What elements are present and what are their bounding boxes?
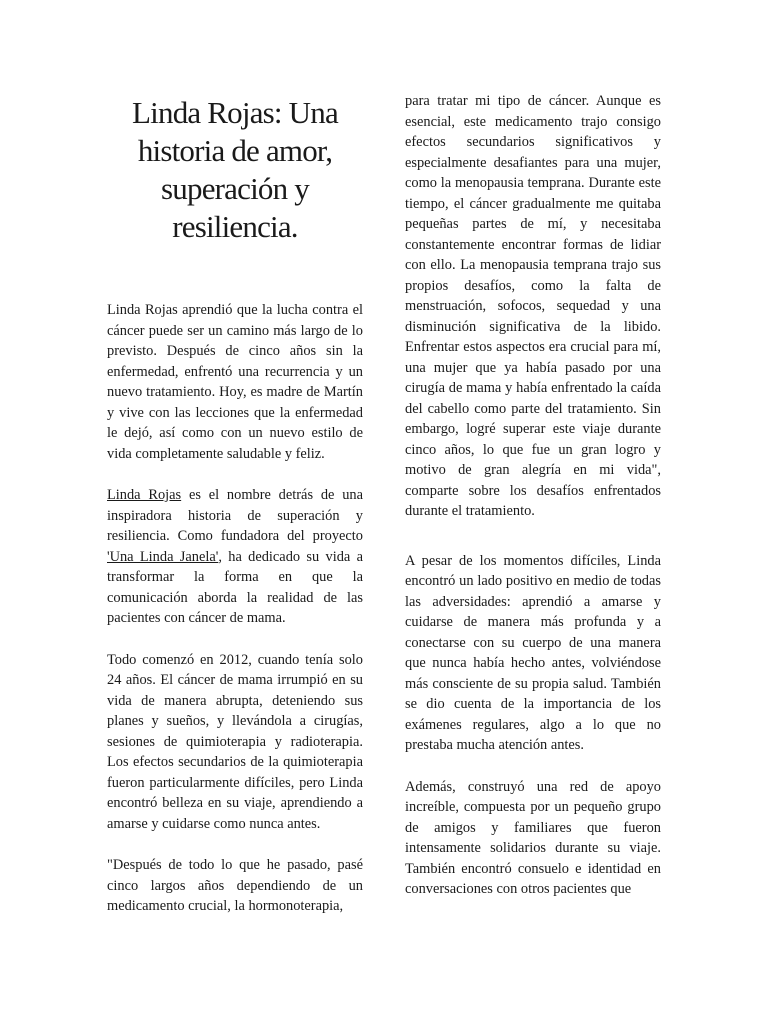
- quote-paragraph-continued: para tratar mi tipo de cáncer. Aunque es esencial, este medicamento trajo consigo efectos secundarios significativos y especialmente desafiantes para una mujer, como la menopausia temprana. Durante este tiempo, el cáncer gradualmente me quitaba pequeñas partes de mí, y necesitaba constantemente encontrar formas de lidiar con ello. La menopausia temprana trajo sus propios desafíos, como la falta de menstruación, sofocos, sequedad y una disminución significativa de la libido. Enfrentar estos aspectos era crucial para mí, una mujer que ya había pasado por una cirugía de mama y había enfrentado la caída del cabello como parte del tratamiento. Sin embargo, logré superar este viaje durante cinco años, lo que fue un gran logro y motivo de gran alegría en mi vida", comparte sobre los desafíos enfrentados durante el tratamiento.: [405, 93, 661, 519]
- quote-paragraph-start: "Después de todo lo que he pasado, pasé cinco largos años dependiendo de un medicamento crucial, la hormonoterapia,: [107, 857, 363, 914]
- positive-side-paragraph: A pesar de los momentos difíciles, Linda encontró un lado positivo en medio de todas las adversidades: aprendió a amarse y cuidarse de manera más profunda y a conectarse con su cuerpo de una manera que nunca había hecho antes, volviéndose más consciente de su propia salud. También se dio cuenta de la importancia de los exámenes regulares, algo a lo que no prestaba mucha atención antes.: [405, 552, 661, 753]
- article-title: Linda Rojas: Una historia de amor, superación y resiliencia.: [132, 95, 338, 244]
- support-network-paragraph: Además, construyó una red de apoyo increíble, compuesta por un pequeño grupo de amigos y familiares que fueron intensamente solidarios durante su viaje. También encontró consuelo e identidad en conversaciones con otros pacientes que: [405, 778, 661, 897]
- intro-paragraph: Linda Rojas aprendió que la lucha contra el cáncer puede ser un camino más largo de lo previsto. Después de cinco años sin la enfermedad, enfrentó una recurrencia y un nuevo tratamiento. Hoy, es madre de Martín y vive con las lecciones que la enfermedad le dejó, así como con un nuevo estilo de vida completamente saludable y feliz.: [107, 302, 363, 462]
- history-paragraph: Todo comenzó en 2012, cuando tenía solo 24 años. El cáncer de mama irrumpió en su vida de manera abrupta, deteniendo sus planes y sueños, y llevándola a cirugías, sesiones de quimioterapia y radioterapia. Los efectos secundarios de la quimioterapia fueron particularmente difíciles, pero Linda encontró belleza en su viaje, aprendiendo a amarse y cuidarse como nunca antes.: [107, 651, 363, 832]
- left-column: [107, 0, 363, 917]
- right-column: [405, 0, 661, 900]
- founder-paragraph: [107, 485, 363, 629]
- una-linda-janela-link[interactable]: 'Una Linda Janela': [107, 548, 219, 565]
- founder-paragraph-text-2: , ha dedicado su vida a transformar la forma en que la comunicación aborda la realidad de las pacientes con cáncer de mama.: [107, 548, 363, 626]
- founder-paragraph-text-1: es el nombre detrás de una inspiradora historia de superación y resiliencia. Como fundadora del proyecto: [107, 487, 364, 544]
- linda-rojas-link[interactable]: Linda Rojas: [107, 487, 182, 503]
